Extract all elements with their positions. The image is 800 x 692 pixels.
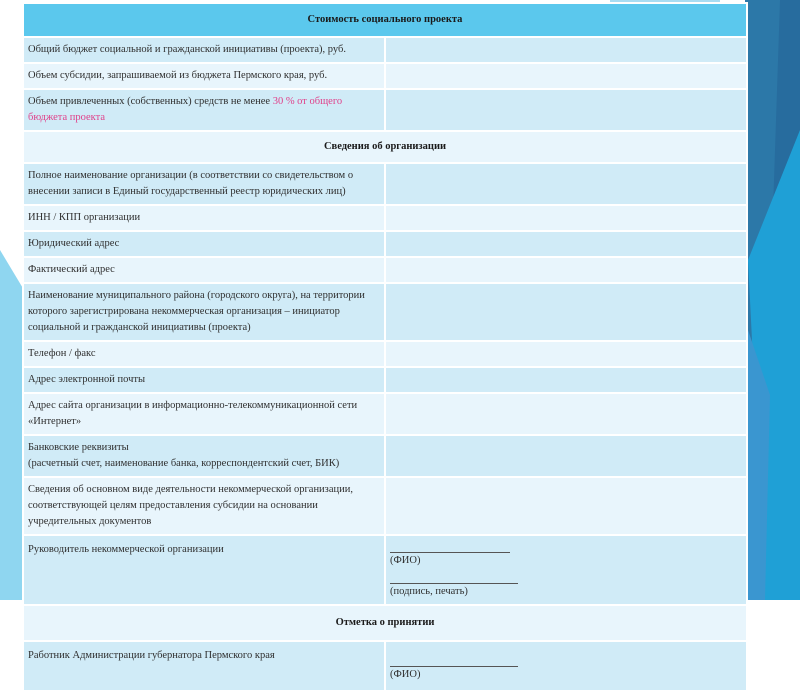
row-label: Адрес электронной почты xyxy=(23,367,385,393)
table-row xyxy=(23,63,747,89)
table-row xyxy=(23,535,747,605)
signature-cell[interactable] xyxy=(385,641,747,691)
table-row xyxy=(23,367,747,393)
row-label: Полное наименование организации (в соответствии со свидетельством о внесении записи в Единый государственный реестр юридических лиц) xyxy=(23,163,385,205)
value-cell[interactable] xyxy=(385,163,747,205)
table-row xyxy=(23,163,747,205)
project-form-table xyxy=(22,2,748,692)
value-cell[interactable] xyxy=(385,477,747,535)
fio-line xyxy=(390,542,510,553)
value-cell[interactable] xyxy=(385,341,747,367)
table-row xyxy=(23,435,747,477)
row-label-line: (расчетный счет, наименование банка, корреспондентский счет, БИК) xyxy=(28,458,340,469)
value-cell[interactable] xyxy=(385,435,747,477)
row-label: Юридический адрес xyxy=(23,231,385,257)
highlighted-text: 30 % от общего бюджета проекта xyxy=(28,96,343,123)
row-label: ИНН / КПП организации xyxy=(23,205,385,231)
value-cell[interactable] xyxy=(385,283,747,341)
table-row xyxy=(23,393,747,435)
value-cell[interactable] xyxy=(385,205,747,231)
fio-line xyxy=(390,656,518,667)
value-cell[interactable] xyxy=(385,89,747,131)
value-cell[interactable] xyxy=(385,63,747,89)
row-label-line: Банковские реквизиты xyxy=(28,442,129,453)
table-row xyxy=(23,641,747,691)
value-cell[interactable] xyxy=(385,367,747,393)
row-label xyxy=(23,89,385,131)
value-cell[interactable] xyxy=(385,257,747,283)
row-label-text: Объем привлеченных (собственных) средств не менее xyxy=(28,96,273,107)
table-header: Стоимость социального проекта xyxy=(23,3,747,37)
row-label: Наименование муниципального района (городского округа), на территории которого зарегистрирована некоммерческая организация – инициатор социальной и гражданской инициативы (проекта) xyxy=(23,283,385,341)
table-row xyxy=(23,231,747,257)
row-label: Объем субсидии, запрашиваемой из бюджета Пермского края, руб. xyxy=(23,63,385,89)
signature-cell[interactable] xyxy=(385,535,747,605)
fio-caption: (ФИО) xyxy=(390,669,421,680)
row-label: Общий бюджет социальной и гражданской инициативы (проекта), руб. xyxy=(23,37,385,63)
table-row xyxy=(23,37,747,63)
row-label: Руководитель некоммерческой организации xyxy=(23,535,385,605)
table-row xyxy=(23,283,747,341)
row-label: Адрес сайта организации в информационно-телекоммуникационной сети «Интернет» xyxy=(23,393,385,435)
signature-caption: (подпись, печать) xyxy=(390,586,468,597)
table-row xyxy=(23,257,747,283)
row-label: Работник Администрации губернатора Пермского края xyxy=(23,641,385,691)
row-label: Сведения об основном виде деятельности некоммерческой организации, соответствующей целям предоставления субсидии на основании учредительных документов xyxy=(23,477,385,535)
table-row xyxy=(23,89,747,131)
row-label xyxy=(23,435,385,477)
value-cell[interactable] xyxy=(385,231,747,257)
signature-line xyxy=(390,573,518,584)
table-row xyxy=(23,341,747,367)
section-title-organization: Сведения об организации xyxy=(23,131,747,163)
section-title-acceptance: Отметка о принятии xyxy=(23,605,747,641)
row-label: Телефон / факс xyxy=(23,341,385,367)
table-row xyxy=(23,477,747,535)
value-cell[interactable] xyxy=(385,37,747,63)
fio-caption: (ФИО) xyxy=(390,555,421,566)
row-label: Фактический адрес xyxy=(23,257,385,283)
table-row xyxy=(23,205,747,231)
value-cell[interactable] xyxy=(385,393,747,435)
